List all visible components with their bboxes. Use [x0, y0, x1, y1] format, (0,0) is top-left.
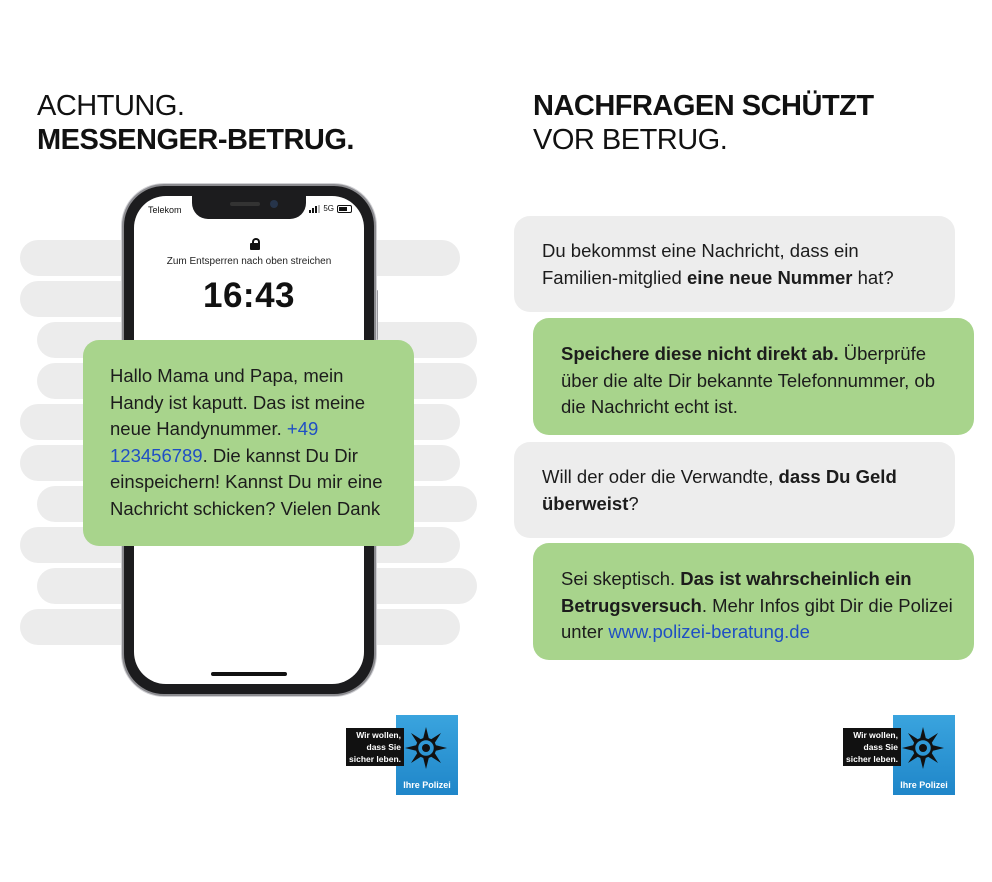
phone-notch	[192, 196, 306, 219]
status-icons	[309, 204, 352, 213]
bubble-text	[542, 464, 937, 517]
message-phone-number-link[interactable]: +49 123456789	[110, 418, 319, 466]
police-logo-right	[845, 715, 955, 795]
unlock-hint: Zum Entsperren nach oben streichen	[166, 256, 332, 267]
bubble-text-bold: Das ist wahrscheinlich ein Betrugsversuch	[561, 568, 912, 616]
network-label: 5G	[323, 204, 334, 213]
bubble-text-part: Du bekommst eine Nachricht, dass ein Familien-mitglied	[542, 240, 859, 288]
scam-message-bubble	[83, 340, 414, 546]
advice-bubble-1	[533, 318, 974, 435]
speaker-grille	[230, 202, 260, 206]
bubble-text-bold: eine neue Nummer	[686, 266, 853, 288]
lock-screen-clock: 16:43	[202, 276, 296, 315]
left-heading-line2: MESSENGER-BETRUG.	[37, 124, 354, 156]
phone-power-button	[375, 290, 378, 340]
police-star-icon	[403, 725, 449, 771]
message-text-part: Hallo Mama und Papa, mein Handy ist kaputt. Das ist meine neue Handynummer.	[110, 365, 365, 439]
logo-brand: Ihre Polizei	[900, 780, 948, 790]
question-bubble-1	[514, 216, 955, 312]
home-indicator[interactable]	[211, 672, 287, 676]
bubble-text-part: Sei skeptisch.	[561, 568, 681, 589]
bubble-text-part: ?	[628, 492, 639, 514]
police-logo-left	[348, 715, 458, 795]
bubble-text	[561, 566, 959, 646]
carrier-label: Telekom	[148, 205, 182, 215]
advice-bubble-2	[533, 543, 974, 660]
bubble-text-part: . Mehr Infos gibt Dir die Polizei unter	[561, 594, 953, 642]
battery-icon	[337, 205, 352, 213]
left-heading-line1: ACHTUNG.	[37, 90, 185, 122]
question-bubble-2	[514, 442, 955, 538]
signal-icon	[309, 205, 320, 213]
lock-icon	[250, 238, 260, 250]
logo-slogan: Wir wollen, dass Sie sicher leben.	[346, 728, 404, 766]
front-camera-icon	[270, 200, 278, 208]
bubble-text-bold: Speichere diese nicht direkt ab.	[561, 343, 839, 364]
right-heading-line1: NACHFRAGEN SCHÜTZT	[533, 90, 874, 122]
bubble-text	[542, 238, 937, 291]
bubble-text	[561, 341, 959, 421]
bubble-text-part: Will der oder die Verwandte,	[542, 466, 779, 487]
scam-message-text	[110, 363, 400, 522]
polizei-beratung-link[interactable]: www.polizei-beratung.de	[608, 621, 810, 642]
bubble-text-part: hat?	[852, 266, 894, 288]
message-text-part: . Die kannst Du Dir einspeichern! Kannst Du mir eine Nachricht schicken? Vielen Dank	[110, 444, 383, 519]
logo-slogan: Wir wollen, dass Sie sicher leben.	[843, 728, 901, 766]
bubble-text-part: Überprüfe über die alte Dir bekannte Telefonnummer, ob die Nachricht echt ist.	[561, 343, 936, 417]
right-heading-line2: VOR BETRUG.	[533, 124, 728, 156]
logo-brand: Ihre Polizei	[403, 780, 451, 790]
police-star-icon	[900, 725, 946, 771]
bubble-text-bold: dass Du Geld überweist	[542, 466, 897, 514]
